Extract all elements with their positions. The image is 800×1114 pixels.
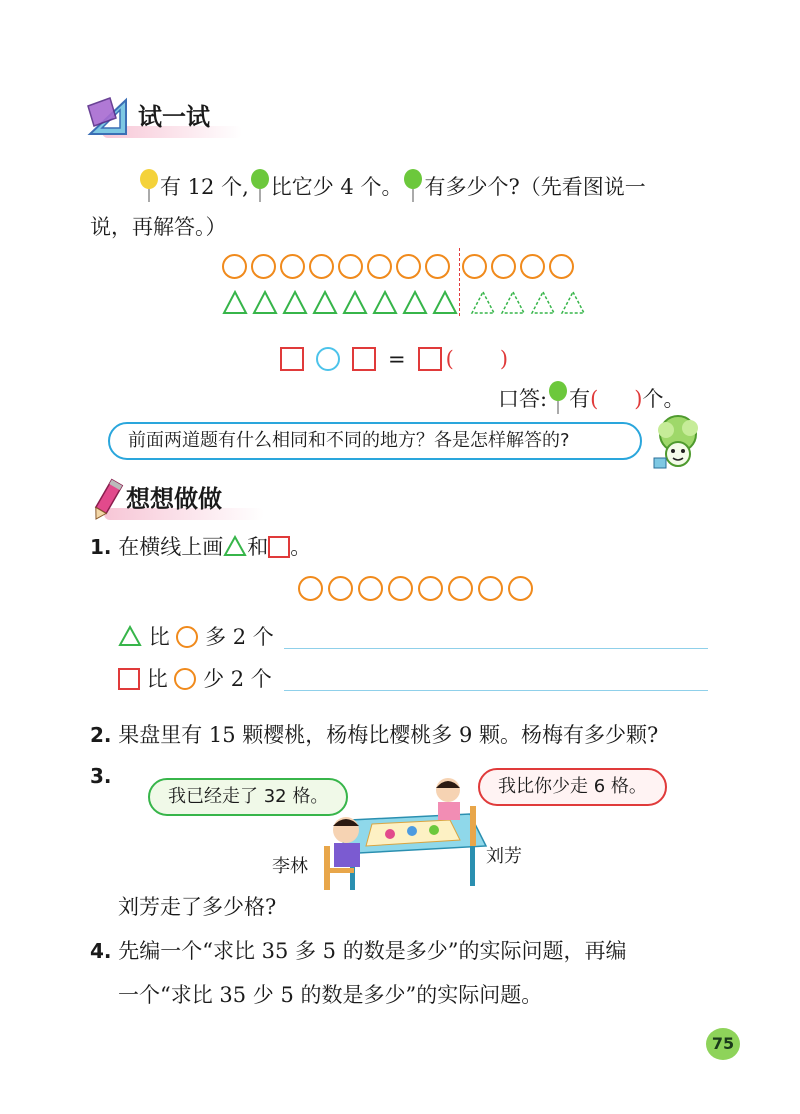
practice-q4-line2: 一个“求比 35 少 5 的数是多少”的实际问题。: [118, 983, 543, 1007]
q1-row1-b: 多 2 个: [205, 625, 274, 649]
circle: [549, 254, 574, 279]
practice-section-header: [86, 478, 266, 522]
dashed-triangle: [500, 290, 526, 315]
circle: [520, 254, 545, 279]
circle: [462, 254, 487, 279]
circle: [298, 576, 323, 601]
equation-row: [280, 344, 508, 374]
answer-box[interactable]: [418, 347, 442, 371]
circle: [478, 576, 503, 601]
q2-text: 果盘里有 15 颗樱桃，杨梅比樱桃多 9 颗。杨梅有多少颗?: [118, 723, 659, 747]
q1-number: 1.: [90, 535, 112, 559]
circle: [388, 576, 413, 601]
oral-answer-line: [498, 380, 684, 414]
q3-bubble-right: 我比你少走 6 格。: [478, 768, 667, 806]
oral-answer-b: 个。: [642, 387, 685, 411]
pencil-icon: [90, 478, 124, 522]
try-section-title: 试一试: [138, 103, 210, 131]
q1-row2-b: 少 2 个: [203, 667, 272, 691]
q1-row2-a: 比: [146, 667, 168, 691]
answer-line-squares[interactable]: [284, 690, 708, 691]
triangle: [402, 290, 428, 315]
circle: [309, 254, 334, 279]
circle: [328, 576, 353, 601]
q1-circles-row: [298, 576, 533, 601]
circle-icon: [176, 626, 198, 648]
circle: [280, 254, 305, 279]
practice-q4-line1: [90, 936, 626, 966]
q1-row-triangles: [118, 622, 274, 652]
try-question-line1: [138, 168, 646, 202]
q4-number: 4.: [90, 939, 112, 963]
practice-q1: [90, 532, 311, 562]
unit-parentheses[interactable]: ( ): [445, 347, 509, 371]
q1-row-squares: [118, 664, 272, 694]
square-icon: [268, 536, 290, 558]
answer-box[interactable]: [352, 347, 376, 371]
try-q-text-b: 比它少 4 个。: [270, 175, 403, 199]
triangle: [252, 290, 278, 315]
try-question-line2: 说，再解答。）: [90, 215, 227, 239]
q3-question: 刘芳走了多少格?: [118, 895, 277, 919]
circle-icon: [174, 668, 196, 690]
circle: [418, 576, 443, 601]
circles-row: [222, 254, 574, 279]
circle: [448, 576, 473, 601]
triangle-icon: [118, 625, 142, 647]
q3-bubble-left: 我已经走了 32 格。: [148, 778, 348, 816]
triangle: [222, 290, 248, 315]
try-section-header: [86, 96, 246, 140]
triangle: [312, 290, 338, 315]
q4-text-line1: 先编一个“求比 35 多 5 的数是多少”的实际问题，再编: [118, 939, 627, 963]
circle: [396, 254, 421, 279]
answer-line-triangles[interactable]: [284, 648, 708, 649]
green-balloon-icon: [249, 168, 271, 202]
try-q-text-a: 有 12 个,: [160, 175, 249, 199]
square-icon: [118, 668, 140, 690]
circle: [358, 576, 383, 601]
q1-text-a: 在横线上画: [118, 535, 224, 559]
q3-name-left: 李林: [272, 856, 308, 877]
circle: [508, 576, 533, 601]
circle: [367, 254, 392, 279]
practice-section-title: 想想做做: [126, 485, 222, 513]
q1-text-b: 和: [247, 535, 269, 559]
triangle: [372, 290, 398, 315]
operator-circle[interactable]: [316, 347, 340, 371]
q1-row1-a: 比: [148, 625, 170, 649]
circle: [222, 254, 247, 279]
q2-number: 2.: [90, 723, 112, 747]
cabbage-mascot-icon: [650, 414, 706, 476]
kids-playing-board-game-illustration: [320, 776, 490, 894]
q3-name-right: 刘芳: [486, 846, 522, 867]
triangle: [342, 290, 368, 315]
q3-number: 3.: [90, 764, 112, 788]
q1-text-c: 。: [290, 535, 312, 559]
green-balloon-icon: [547, 380, 569, 414]
yellow-balloon-icon: [138, 168, 160, 202]
circle: [338, 254, 363, 279]
page-number-badge: 75: [706, 1028, 740, 1060]
equals-sign: =: [388, 347, 406, 371]
dashed-triangle: [560, 290, 586, 315]
try-q-text-c: 有多少个?（先看图说一: [424, 175, 646, 199]
hint-bubble: 前面两道题有什么相同和不同的地方？各是怎样解答的?: [108, 422, 642, 460]
green-balloon-icon: [402, 168, 424, 202]
dashed-triangle: [470, 290, 496, 315]
triangle: [282, 290, 308, 315]
triangle-icon: [223, 535, 247, 557]
ruler-triangle-icon: [86, 96, 130, 138]
practice-q2: [90, 720, 658, 750]
oral-answer-a: 有: [569, 387, 591, 411]
answer-box[interactable]: [280, 347, 304, 371]
triangles-row: [222, 290, 586, 315]
oral-answer-blank[interactable]: ( ): [590, 387, 643, 411]
circle: [425, 254, 450, 279]
oral-answer-prefix: 口答:: [498, 387, 548, 411]
circle: [491, 254, 516, 279]
triangle: [432, 290, 458, 315]
dashed-triangle: [530, 290, 556, 315]
circle: [251, 254, 276, 279]
